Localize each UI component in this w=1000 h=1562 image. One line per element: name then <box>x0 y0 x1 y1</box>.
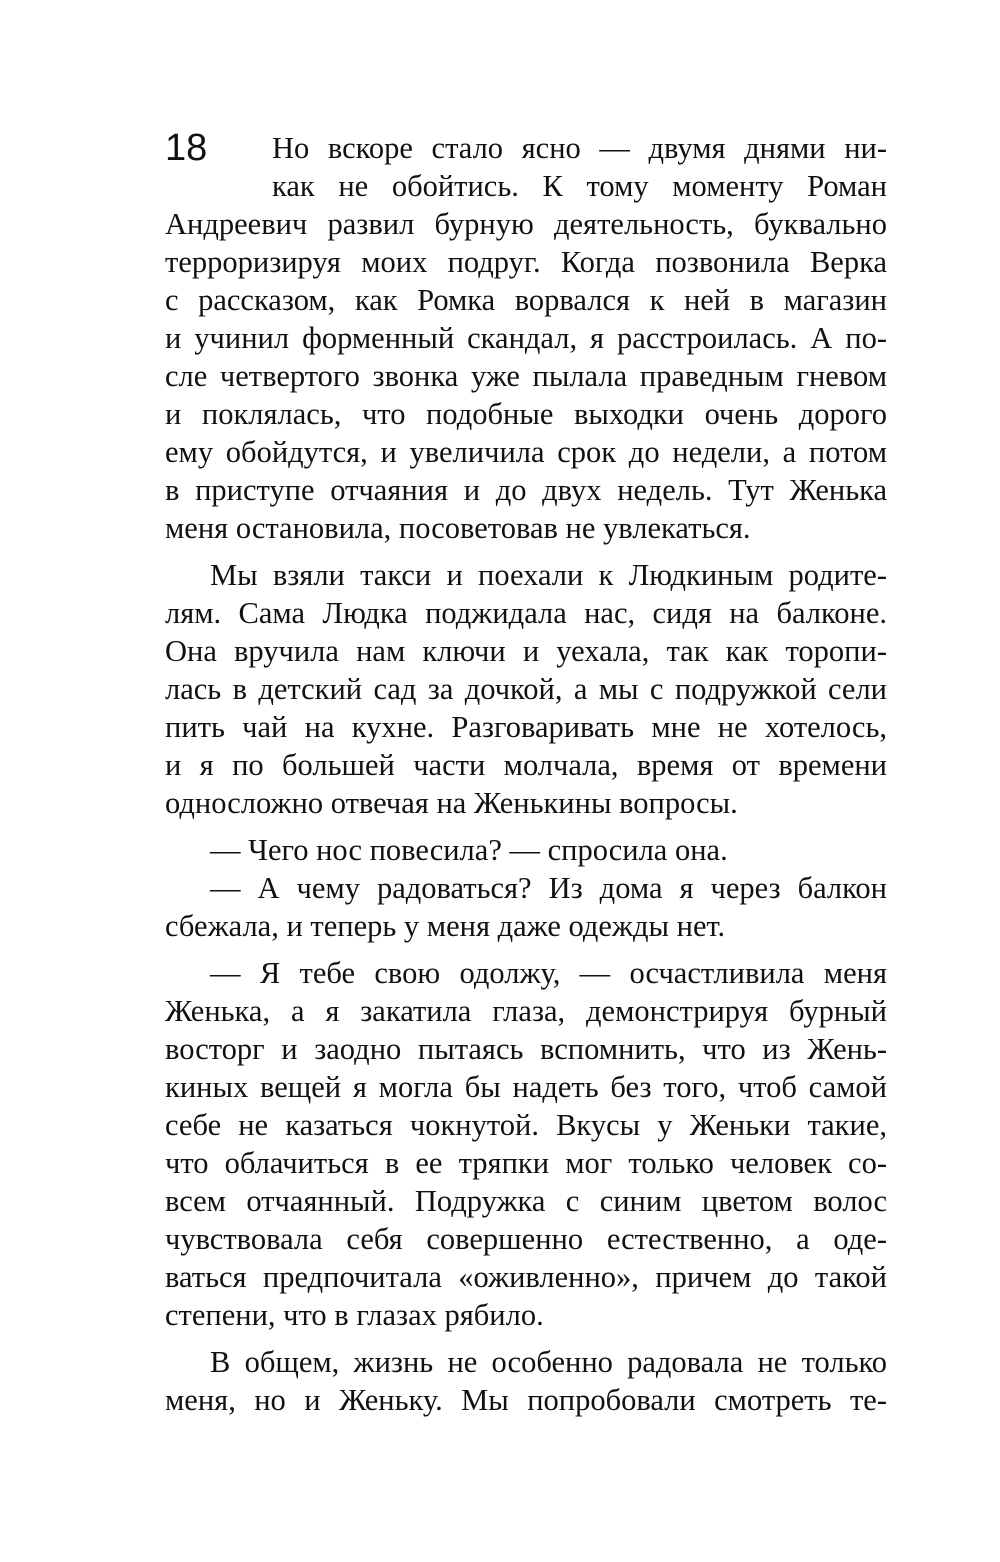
text-line: Андреевич развил бурную деятельность, буквально <box>165 207 887 241</box>
text-line: чувствовала себя совершенно естественно, а оде- <box>165 1222 887 1256</box>
text-line: и я по большей части молчала, время от времени <box>165 748 887 782</box>
text-line: себе не казаться чокнутой. Вкусы у Женьки такие, <box>165 1108 887 1142</box>
text-line: что облачиться в ее тряпки мог только человек со- <box>165 1146 887 1180</box>
text-line: всем отчаянный. Подружка с синим цветом волос <box>165 1184 887 1218</box>
text-line: сбежала, и теперь у меня даже одежды нет. <box>165 909 726 943</box>
text-line: пить чай на кухне. Разговаривать мне не хотелось, <box>165 710 887 744</box>
text-line: односложно отвечая на Женькины вопросы. <box>165 786 738 820</box>
text-line: сле четвертого звонка уже пылала праведным гневом <box>165 359 887 393</box>
text-line: восторг и заодно пытаясь вспомнить, что из Жень- <box>165 1032 887 1066</box>
text-line: терроризируя моих подруг. Когда позвонила Верка <box>165 245 887 279</box>
text-line: — Я тебе свою одолжу, — осчастливила меня <box>210 956 887 990</box>
text-line: лям. Сама Людка поджидала нас, сидя на балконе. <box>165 596 887 630</box>
text-line: степени, что в глазах рябило. <box>165 1298 544 1332</box>
text-line: меня остановила, посоветовав не увлекаться. <box>165 511 751 545</box>
text-line: В общем, жизнь не особенно радовала не только <box>210 1345 887 1379</box>
page-number: 18 <box>165 127 208 169</box>
text-line: Она вручила нам ключи и уехала, так как торопи- <box>165 634 887 668</box>
text-line: ему обойдутся, и увеличила срок до недели, а потом <box>165 435 887 469</box>
text-line: как не обойтись. К тому моменту Роман <box>272 169 887 203</box>
text-line: и поклялась, что подобные выходки очень дорого <box>165 397 887 431</box>
text-line: Мы взяли такси и поехали к Людкиным родите- <box>210 558 887 592</box>
text-line: меня, но и Женьку. Мы попробовали смотреть те- <box>165 1383 887 1417</box>
text-line: — А чему радоваться? Из дома я через балкон <box>210 871 887 905</box>
text-line: — Чего нос повесила? — спросила она. <box>210 833 728 867</box>
text-line: и учинил форменный скандал, я расстроилась. А по- <box>165 321 887 355</box>
text-line: Но вскоре стало ясно — двумя днями ни- <box>272 131 887 165</box>
text-line: с рассказом, как Ромка ворвался к ней в магазин <box>165 283 887 317</box>
text-line: киных вещей я могла бы надеть без того, чтоб самой <box>165 1070 887 1104</box>
text-line: ваться предпочитала «оживленно», причем до такой <box>165 1260 887 1294</box>
text-line: в приступе отчаяния и до двух недель. Тут Женька <box>165 473 887 507</box>
text-line: лась в детский сад за дочкой, а мы с подружкой сели <box>165 672 887 706</box>
text-line: Женька, а я закатила глаза, демонстрируя бурный <box>165 994 887 1028</box>
